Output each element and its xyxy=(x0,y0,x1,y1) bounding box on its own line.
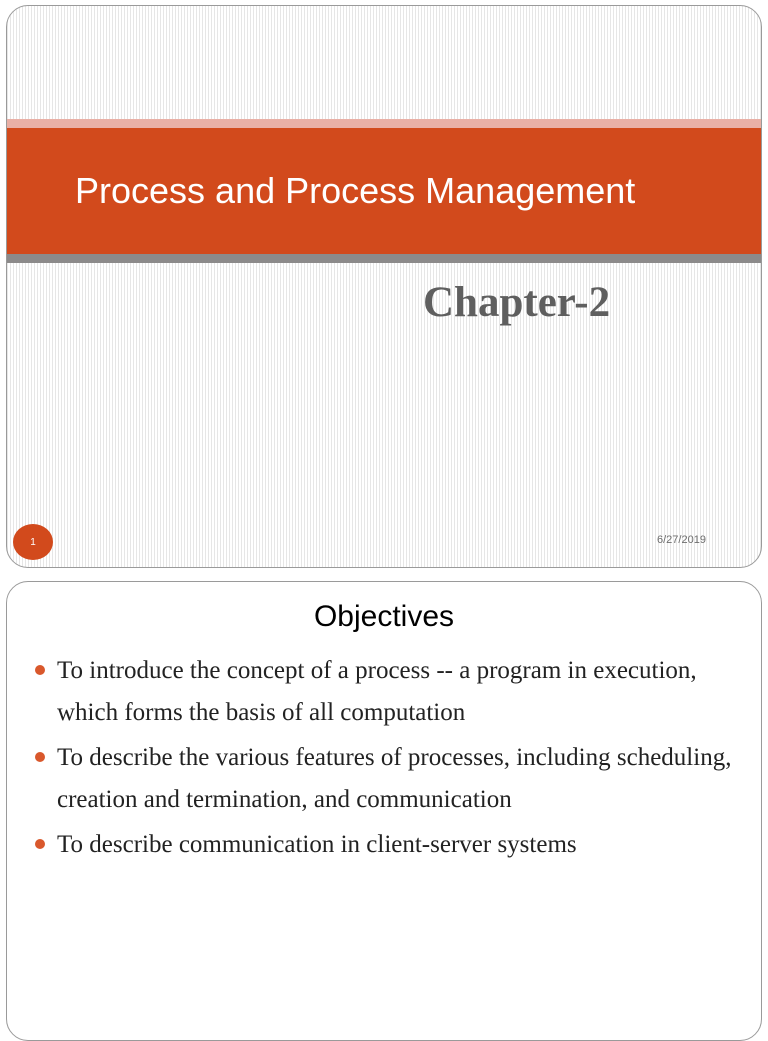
bullet-dot-icon xyxy=(35,839,45,849)
objectives-title: Objectives xyxy=(313,600,455,633)
slide-date: 6/27/2019 xyxy=(657,534,706,546)
title-slide xyxy=(6,5,762,568)
page-number: 1 xyxy=(30,536,36,548)
accent-strip-top xyxy=(7,119,761,128)
objectives-list xyxy=(33,650,733,869)
chapter-subtitle: Chapter-2 xyxy=(423,279,611,326)
bullet-dot-icon xyxy=(35,665,45,675)
bullet-text: To introduce the concept of a process -- a program in execution, which forms the basis of all computation xyxy=(57,657,697,726)
list-item xyxy=(33,824,733,866)
objectives-slide xyxy=(6,581,762,1041)
title-band xyxy=(7,128,761,254)
bullet-dot-icon xyxy=(35,752,45,762)
bullet-text: To describe the various features of processes, including scheduling, creation and termination, and communication xyxy=(57,744,732,813)
page-number-badge xyxy=(13,524,53,560)
slide-title: Process and Process Management xyxy=(75,170,636,211)
list-item xyxy=(33,737,733,821)
bullet-text: To describe communication in client-server systems xyxy=(57,831,577,858)
list-item xyxy=(33,650,733,734)
accent-strip-bottom xyxy=(7,254,761,263)
